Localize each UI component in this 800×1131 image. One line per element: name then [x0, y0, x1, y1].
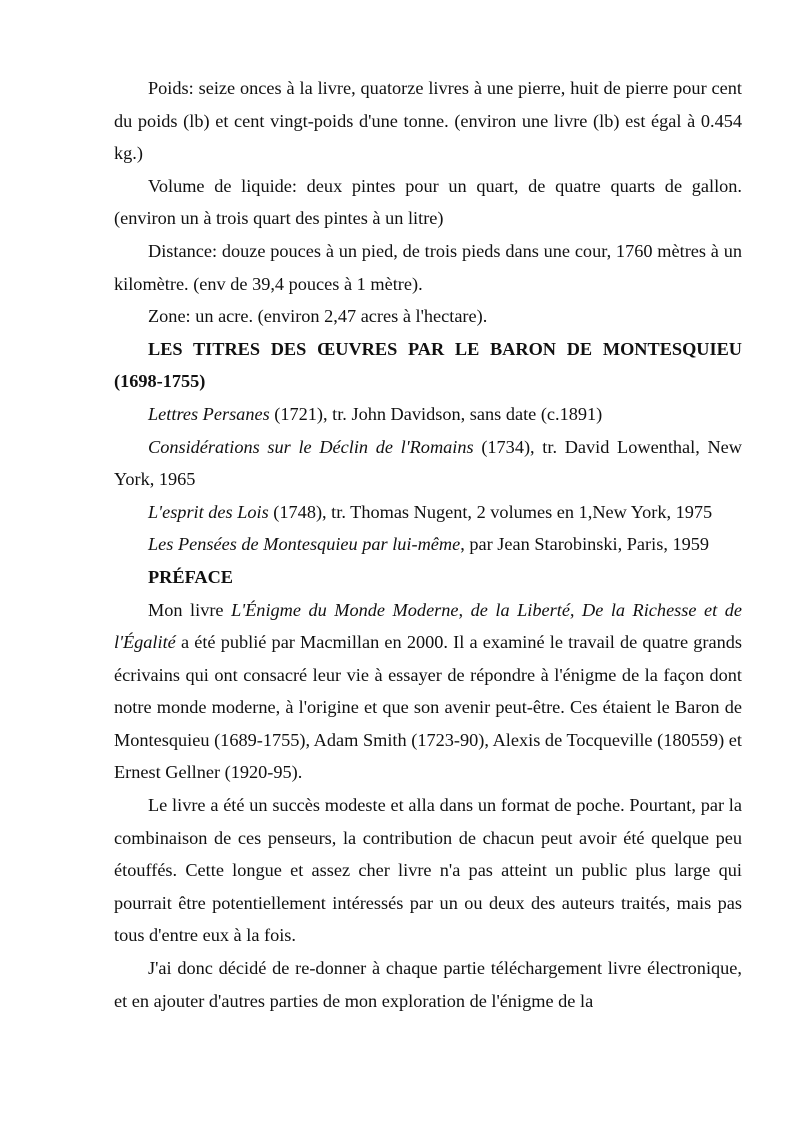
preface-paragraph-3: J'ai donc décidé de re-donner à chaque partie téléchargement livre électronique, et en ajouter d'autres parties de mon exploration de l'énigme de la — [114, 958, 742, 1011]
units-weight: Poids: seize onces à la livre, quatorze livres à une pierre, huit de pierre pour cent du poids (lb) et cent vingt-poids d'une tonne. (environ une livre (lb) est égal à 0.454 kg.) — [114, 78, 742, 164]
units-volume: Volume de liquide: deux pintes pour un quart, de quatre quarts de gallon. (environ un à trois quart des pintes à un litre) — [114, 175, 742, 229]
preface-paragraph-1 — [114, 594, 742, 790]
work-entry — [114, 496, 742, 529]
document-page — [114, 72, 742, 1017]
work-title: L'esprit des Lois — [148, 501, 269, 522]
works-heading: LES TITRES DES ŒUVRES PAR LE BARON DE MONTESQUIEU (1698-1755) — [114, 338, 742, 392]
work-details: (1721), tr. John Davidson, sans date (c.1891) — [269, 403, 603, 424]
work-entry — [114, 431, 742, 496]
units-distance: Distance: douze pouces à un pied, de trois pieds dans une cour, 1760 mètres à un kilomètre. (env de 39,4 pouces à 1 mètre). — [114, 240, 742, 294]
work-title: Lettres Persanes — [148, 403, 270, 424]
units-area: Zone: un acre. (environ 2,47 acres à l'hectare). — [148, 306, 488, 327]
preface-paragraph-2: Le livre a été un succès modeste et alla dans un format de poche. Pourtant, par la combinaison de ces penseurs, la contribution de chacun peut avoir été quelque peu étouffés. Cette longue et assez cher livre n'a pas atteint un public plus large qui pourrait être potentiellement intéressés par un ou deux des auteurs traités, mais pas tous d'entre eux à la fois. — [114, 795, 742, 946]
preface-heading: PRÉFACE — [148, 566, 233, 587]
preface-lead: Mon livre — [148, 599, 232, 620]
work-title: Considérations sur le Déclin de l'Romains — [148, 436, 474, 457]
preface-rest: a été publié par Macmillan en 2000. Il a examiné le travail de quatre grands écrivains qui ont consacré leur vie à essayer de répondre à l'énigme de la façon dont notre monde moderne, à l'origine et que son avenir peut-être. Ces étaient le Baron de Montesquieu (1689-1755), Adam Smith (1723-90), Alexis de Tocqueville (180559) et Ernest Gellner (1920-95). — [114, 632, 742, 783]
book-title: L'Énigme du Monde Moderne, de la Liberté, De la Richesse et de l'Égalité — [114, 599, 742, 653]
work-details: (1748), tr. Thomas Nugent, 2 volumes en 1,New York, 1975 — [268, 501, 713, 522]
work-entry — [114, 528, 742, 561]
work-entry — [114, 398, 742, 431]
work-details: (1734), tr. David Lowenthal, New York, 1965 — [114, 436, 742, 490]
work-details: , par Jean Starobinski, Paris, 1959 — [460, 534, 710, 555]
work-title: Les Pensées de Montesquieu par lui-même — [148, 534, 461, 555]
